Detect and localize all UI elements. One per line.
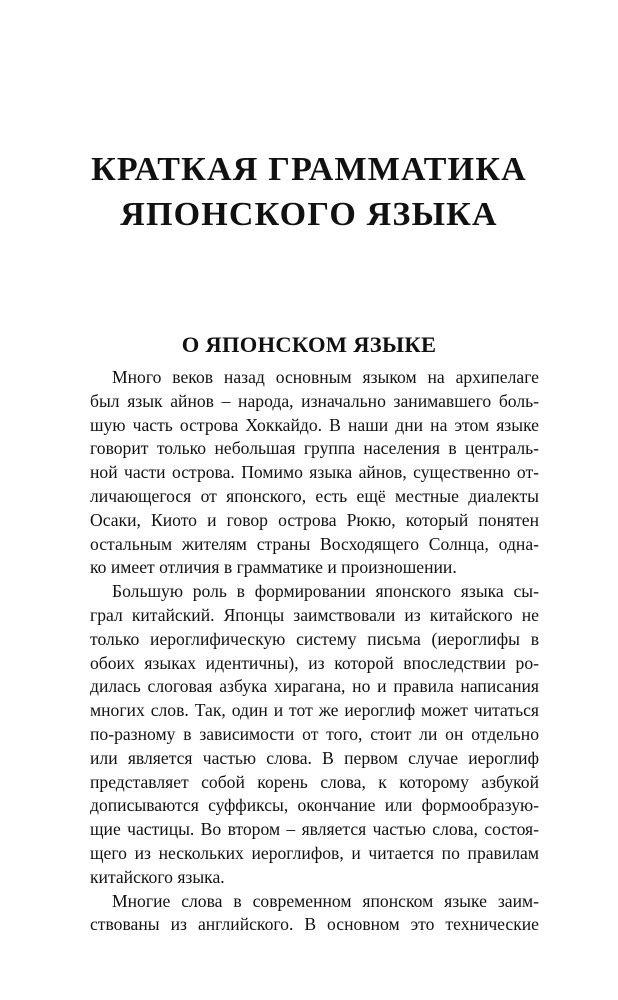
text-line: ной части острова. Помимо языка айнов, существенно от- [90,462,539,483]
text-line: по-разному в зависимости от того, стоит ли он отдельно [90,723,539,744]
text-line: только иероглифическую систему письма (иероглифы в [90,628,539,649]
text-line: личающегося от японского, есть ещё местные диалекты [90,485,539,506]
text-line: многих слов. Так, один и тот же иероглиф может читаться [90,700,539,721]
chapter-title [40,147,578,237]
text-line: представляет собой корень слова, к которому азбукой [90,771,539,792]
paragraph [90,890,539,938]
chapter-title-line-2: ЯПОНСКОГО ЯЗЫКА [120,195,498,233]
text-line: Осаки, Киото и говор острова Рюкю, который понятен [90,509,539,530]
chapter-title-line-1: КРАТКАЯ ГРАММАТИКА [91,150,527,188]
text-line: ствованы из английского. В основном это технические [90,914,539,935]
text-line: щие частицы. Во втором – является частью слова, состоя- [90,819,539,840]
text-line: говорит только небольшая группа населения в централь- [90,438,539,459]
paragraph [90,366,539,580]
text-line: Большую роль в формировании японского языка сы- [112,581,539,602]
text-line: Много веков назад основным языком на архипелаге [112,367,539,387]
text-line: китайского языка. [90,866,225,887]
text-line: шую часть острова Хоккайдо. В наши дни на этом языке [90,414,539,435]
text-line: ко имеет отличия в грамматике и произношении. [90,557,457,578]
text-line: грал китайский. Японцы заимствовали из китайского не [90,604,539,625]
section-title: О ЯПОНСКОМ ЯЗЫКЕ [181,331,437,357]
text-line: дилась слоговая азбука хирагана, но и правила написания [90,676,539,697]
text-line: остальным жителям страны Восходящего Солнца, однa- [90,533,539,554]
text-line: дописываются суффиксы, окончание или формообразую- [90,795,539,816]
text-line: Многие слова в современном японском языке заим- [112,890,539,911]
body-text [90,366,539,937]
text-line: был язык айнов – народа, изначально занимавшего боль- [90,390,539,411]
text-line: или является частью слова. В первом случае иероглиф [90,747,539,768]
paragraph [90,580,539,889]
text-line: щего из нескольких иероглифов, и читается по правилам [90,842,539,863]
text-line: обоих языках идентичны), из которой впоследствии ро- [90,652,539,673]
